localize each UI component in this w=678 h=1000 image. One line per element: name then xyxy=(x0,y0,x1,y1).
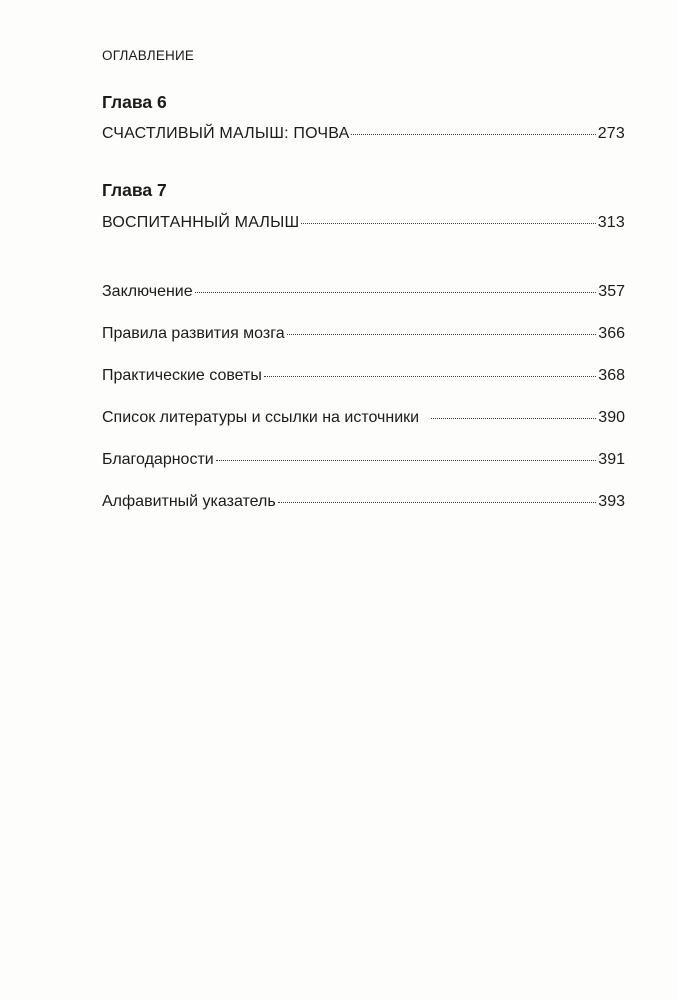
running-head: ОГЛАВЛЕНИЕ xyxy=(102,48,195,63)
toc-entry-acknowledgements[interactable] xyxy=(102,451,625,469)
chapter-6-label: Глава 6 xyxy=(102,92,167,112)
toc-entry-references[interactable] xyxy=(102,409,625,427)
toc-entry-title: Практические советы xyxy=(102,367,262,384)
toc-entry-title: Правила развития мозга xyxy=(102,325,285,342)
dot-leader xyxy=(301,223,595,224)
toc-entry-page-number: 313 xyxy=(597,214,625,231)
dot-leader xyxy=(431,418,596,419)
toc-entry-index[interactable] xyxy=(102,493,625,511)
toc-entry-title: ВОСПИТАННЫЙ МАЛЫШ xyxy=(102,214,300,231)
toc-entry-title: Благодарности xyxy=(102,451,214,468)
dot-leader xyxy=(287,334,597,335)
toc-entry-title: Заключение xyxy=(102,283,193,300)
toc-entry-practical-tips[interactable] xyxy=(102,367,625,385)
toc-entry-page-number: 393 xyxy=(598,493,625,510)
toc-entry-conclusion[interactable] xyxy=(102,283,625,301)
dot-leader xyxy=(216,460,597,461)
toc-entry-page-number: 357 xyxy=(598,283,625,300)
toc-entry-chapter-6[interactable] xyxy=(102,125,625,143)
dot-leader xyxy=(351,134,595,135)
toc-entry-chapter-7[interactable] xyxy=(102,214,625,232)
toc-entry-page-number: 273 xyxy=(597,125,625,142)
dot-leader xyxy=(264,376,596,377)
toc-entry-title: СЧАСТЛИВЫЙ МАЛЫШ: ПОЧВА xyxy=(102,125,350,142)
toc-entry-page-number: 391 xyxy=(598,451,625,468)
toc-entry-page-number: 368 xyxy=(598,367,625,384)
toc-entry-brain-rules[interactable] xyxy=(102,325,625,343)
toc-entry-title: Алфавитный указатель xyxy=(102,493,276,510)
chapter-7-label: Глава 7 xyxy=(102,180,167,200)
dot-leader xyxy=(278,502,597,503)
dot-leader xyxy=(195,292,597,293)
toc-entry-title: Список литературы и ссылки на источники xyxy=(102,409,420,426)
toc-entry-page-number: 366 xyxy=(598,325,625,342)
toc-entry-page-number: 390 xyxy=(598,409,625,426)
